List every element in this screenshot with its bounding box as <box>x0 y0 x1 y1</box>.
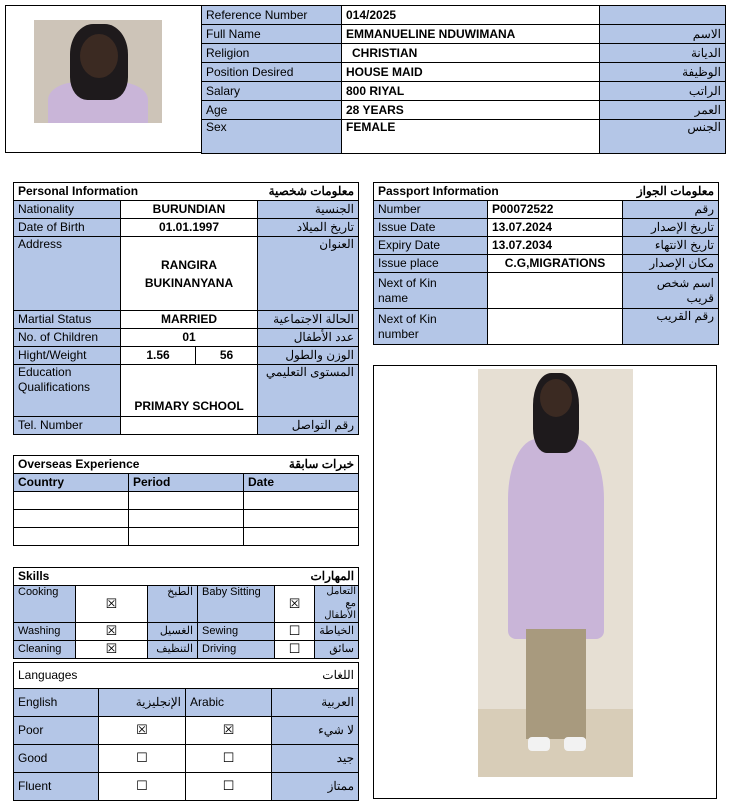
table-cell <box>129 528 244 546</box>
passport-number-value: P00072522 <box>488 201 623 219</box>
expiry-date-value: 13.07.2034 <box>488 237 623 255</box>
field-label-ar: رقم القريب <box>623 309 719 345</box>
header-ar: الاسم <box>600 25 726 44</box>
baby-sitting-checkbox[interactable]: ☒ <box>275 586 315 623</box>
table-row <box>14 492 359 510</box>
kin-name-label <box>374 273 488 309</box>
religion-value: CHRISTIAN <box>342 44 600 63</box>
table-cell <box>244 528 359 546</box>
salary-value: 800 RIYAL <box>342 82 600 101</box>
sewing-checkbox[interactable]: ☐ <box>275 623 315 641</box>
field-label-ar: العنوان <box>258 237 359 311</box>
kin-name-label-ar <box>623 273 719 309</box>
header-label: Religion <box>202 44 342 63</box>
field-label-ar: تاريخ الإصدار <box>623 219 719 237</box>
passport-info-table <box>373 182 719 345</box>
field-label-ar: رقم التواصل <box>258 417 359 435</box>
field-label-ar: الوزن والطول <box>258 347 359 365</box>
skill-label: Baby Sitting <box>198 586 275 623</box>
field-label: Expiry Date <box>374 237 488 255</box>
cooking-checkbox[interactable]: ☒ <box>76 586 148 623</box>
personal-info-table <box>13 182 359 435</box>
position-value: HOUSE MAID <box>342 63 600 82</box>
field-label: Qualifications <box>18 380 91 394</box>
header-ar: العمر <box>600 101 726 120</box>
level-label-ar: ممتاز <box>272 773 359 801</box>
skill-label-ar: الطبخ <box>148 586 198 623</box>
section-title: Skills <box>14 568 198 586</box>
table-row <box>14 510 359 528</box>
field-label: Tel. Number <box>14 417 121 435</box>
table-cell <box>244 510 359 528</box>
full-name-value: EMMANUELINE NDUWIMANA <box>342 25 600 44</box>
reference-number-value: 014/2025 <box>342 6 600 25</box>
level-label: Fluent <box>14 773 99 801</box>
level-label: Good <box>14 745 99 773</box>
table-cell <box>244 492 359 510</box>
table-cell <box>14 528 129 546</box>
language-name: Arabic <box>186 689 272 717</box>
section-title-ar: اللغات <box>186 663 359 689</box>
column-header: Date <box>244 474 359 492</box>
skill-label-ar: التنظيف <box>148 641 198 659</box>
language-name-ar: الإنجليزية <box>99 689 186 717</box>
header-ar: الديانة <box>600 44 726 63</box>
sex-value: FEMALE <box>342 120 600 154</box>
skill-label-ar-line: الأطفال <box>324 610 357 621</box>
issue-date-value: 13.07.2024 <box>488 219 623 237</box>
address-line: BUKINANYANA <box>144 275 234 290</box>
header-label: Full Name <box>202 25 342 44</box>
field-label-ar: قريب <box>686 290 714 305</box>
age-value: 28 YEARS <box>342 101 600 120</box>
field-label-ar: المستوى التعليمي <box>258 365 359 417</box>
cleaning-checkbox[interactable]: ☒ <box>76 641 148 659</box>
kin-name-value <box>488 273 623 309</box>
marital-value: MARRIED <box>121 311 258 329</box>
field-label: Next of Kin <box>378 311 437 326</box>
field-label: Martial Status <box>14 311 121 329</box>
field-label: Date of Birth <box>14 219 121 237</box>
header-ar: الوظيفة <box>600 63 726 82</box>
kin-number-value <box>488 309 623 345</box>
header-label: Sex <box>202 120 342 154</box>
languages-table <box>13 662 359 801</box>
field-label: Issue Date <box>374 219 488 237</box>
section-title: Languages <box>14 663 186 689</box>
field-label-ar: اسم شخص <box>656 275 714 290</box>
field-label-ar: الحالة الاجتماعية <box>258 311 359 329</box>
field-label-ar: تاريخ الميلاد <box>258 219 359 237</box>
kin-number-label <box>374 309 488 345</box>
height-value: 1.56 <box>121 347 196 365</box>
field-label-ar: رقم <box>623 201 719 219</box>
level-label: Poor <box>14 717 99 745</box>
field-label: Issue place <box>374 255 488 273</box>
language-name-ar: العربية <box>272 689 359 717</box>
level-label-ar: لا شيء <box>272 717 359 745</box>
arabic-good-checkbox[interactable]: ☐ <box>186 745 272 773</box>
column-header: Period <box>129 474 244 492</box>
header-ar: الراتب <box>600 82 726 101</box>
skill-label-ar: الغسيل <box>148 623 198 641</box>
skill-label-ar-line: التعامل مع <box>326 586 357 609</box>
header-label: Position Desired <box>202 63 342 82</box>
education-value: PRIMARY SCHOOL <box>121 365 258 417</box>
full-body-photo <box>478 369 633 777</box>
table-cell <box>129 492 244 510</box>
nationality-value: BURUNDIAN <box>121 201 258 219</box>
field-label-ar: عدد الأطفال <box>258 329 359 347</box>
english-poor-checkbox[interactable]: ☒ <box>99 717 186 745</box>
field-label: Hight/Weight <box>14 347 121 365</box>
header-table <box>201 5 726 154</box>
education-label <box>14 365 121 417</box>
language-name: English <box>14 689 99 717</box>
skill-label-ar <box>315 586 359 623</box>
table-cell <box>14 492 129 510</box>
skill-label: Driving <box>198 641 275 659</box>
header-label: Salary <box>202 82 342 101</box>
section-title: Passport Information <box>374 183 623 201</box>
skill-label: Sewing <box>198 623 275 641</box>
overseas-table <box>13 455 359 546</box>
field-label-ar: مكان الإصدار <box>623 255 719 273</box>
address-value <box>121 237 258 311</box>
field-label-ar: تاريخ الانتهاء <box>623 237 719 255</box>
field-label: name <box>378 290 409 305</box>
dob-value: 01.01.1997 <box>121 219 258 237</box>
field-label: Number <box>374 201 488 219</box>
field-label: Next of Kin <box>378 275 437 290</box>
header-label: Reference Number <box>202 6 342 25</box>
section-title-ar: المهارات <box>198 568 359 586</box>
field-label: number <box>378 326 419 341</box>
driving-checkbox[interactable]: ☐ <box>275 641 315 659</box>
skill-label: Cleaning <box>14 641 76 659</box>
field-label-ar: الجنسية <box>258 201 359 219</box>
english-fluent-checkbox[interactable]: ☐ <box>99 773 186 801</box>
table-row <box>14 528 359 546</box>
skill-label-ar: الخياطة <box>315 623 359 641</box>
english-good-checkbox[interactable]: ☐ <box>99 745 186 773</box>
children-value: 01 <box>121 329 258 347</box>
skill-label: Washing <box>14 623 76 641</box>
field-label: Nationality <box>14 201 121 219</box>
section-title-ar: خبرات سابقة <box>244 456 359 474</box>
weight-value: 56 <box>196 347 258 365</box>
section-title: Personal Information <box>14 183 196 201</box>
tel-value <box>121 417 258 435</box>
header-ar: الجنس <box>600 120 726 154</box>
field-label: No. of Children <box>14 329 121 347</box>
section-title-ar: معلومات شخصية <box>196 183 359 201</box>
washing-checkbox[interactable]: ☒ <box>76 623 148 641</box>
arabic-poor-checkbox[interactable]: ☒ <box>186 717 272 745</box>
arabic-fluent-checkbox[interactable]: ☐ <box>186 773 272 801</box>
header-ar <box>600 6 726 25</box>
table-cell <box>14 510 129 528</box>
portrait-photo <box>34 20 162 123</box>
column-header: Country <box>14 474 129 492</box>
header-label: Age <box>202 101 342 120</box>
table-cell <box>129 510 244 528</box>
field-label: Education <box>18 365 72 379</box>
section-title-ar: معلومات الجواز <box>623 183 719 201</box>
level-label-ar: جيد <box>272 745 359 773</box>
skill-label-ar: سائق <box>315 641 359 659</box>
skills-table <box>13 567 359 659</box>
section-title: Overseas Experience <box>14 456 244 474</box>
skill-label: Cooking <box>14 586 76 623</box>
address-line: RANGIRA <box>161 257 217 272</box>
issue-place-value: C.G,MIGRATIONS <box>488 255 623 273</box>
field-label: Address <box>14 237 121 311</box>
